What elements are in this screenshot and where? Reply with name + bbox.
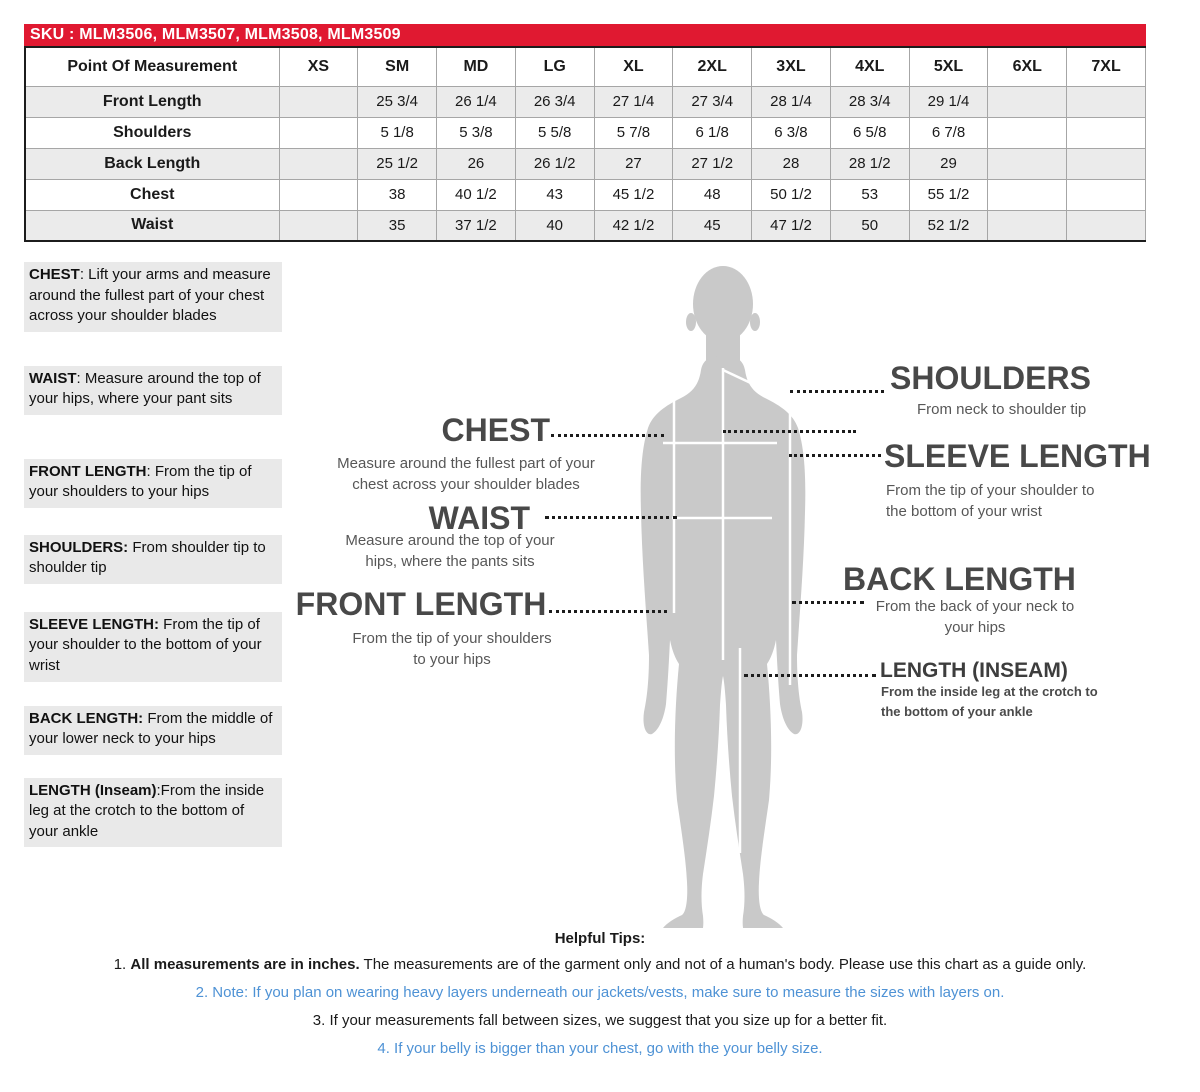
table-cell [279, 148, 358, 179]
table-row-chest [25, 179, 1146, 210]
shoulders-diagram-desc: From neck to shoulder tip [917, 401, 1087, 418]
table-cell: 43 [515, 179, 594, 210]
shoulders-diagram-title: SHOULDERS [890, 360, 1091, 396]
tip-2: 2. Note: If you plan on wearing heavy layers underneath our jackets/vests, make sure to measure the sizes with layers on. [195, 984, 1005, 1001]
chest-diagram-desc: Measure around the fullest part of your chest across your shoulder blades [337, 455, 595, 493]
right-ear-shape [750, 313, 760, 331]
table-cell: 40 1/2 [437, 179, 516, 210]
table-cell: 47 1/2 [752, 210, 831, 241]
table-cell: 6 7/8 [909, 117, 988, 148]
row-label: Front Length [25, 86, 279, 117]
table-cell: 52 1/2 [909, 210, 988, 241]
table-cell: 28 1/2 [830, 148, 909, 179]
table-cell: 45 1/2 [594, 179, 673, 210]
column-header-md: MD [437, 47, 516, 86]
column-header-7xl: 7XL [1067, 47, 1146, 86]
definition-text: : Lift your arms and measure around the fullest part of your chest across your shoulder blades [29, 266, 271, 325]
table-cell: 6 3/8 [752, 117, 831, 148]
table-row-front-length [25, 86, 1146, 117]
table-cell: 29 1/4 [909, 86, 988, 117]
column-header-2xl: 2XL [673, 47, 752, 86]
inseam-diagram-desc: From the inside leg at the crotch to the bottom of your ankle [881, 684, 1098, 719]
table-cell [1067, 117, 1146, 148]
chest-leader-dots [551, 434, 664, 437]
definition-front-length [24, 459, 282, 508]
table-cell: 48 [673, 179, 752, 210]
definition-inseam [24, 778, 282, 848]
tip-1-bold: All measurements are in inches. [130, 956, 360, 973]
table-cell: 26 1/4 [437, 86, 516, 117]
sku-label: SKU : MLM3506, MLM3507, MLM3508, MLM3509 [30, 26, 401, 43]
definition-term: CHEST [29, 266, 80, 283]
back-length-diagram-title: BACK LENGTH [843, 561, 1076, 597]
table-cell [279, 117, 358, 148]
table-cell: 45 [673, 210, 752, 241]
definition-waist [24, 366, 282, 415]
table-cell: 40 [515, 210, 594, 241]
table-cell [279, 210, 358, 241]
table-cell: 5 5/8 [515, 117, 594, 148]
table-cell: 28 1/4 [752, 86, 831, 117]
chest-inner-leader-dots [723, 430, 856, 433]
table-cell: 50 1/2 [752, 179, 831, 210]
column-header-xl: XL [594, 47, 673, 86]
table-cell: 27 [594, 148, 673, 179]
table-cell: 25 3/4 [358, 86, 437, 117]
table-cell: 37 1/2 [437, 210, 516, 241]
column-header-5xl: 5XL [909, 47, 988, 86]
table-cell: 27 3/4 [673, 86, 752, 117]
definition-text: From shoulder tip to shoulder tip [29, 538, 266, 577]
front-length-diagram-desc: From the tip of your shoulders to your hips [352, 630, 552, 668]
table-cell: 55 1/2 [909, 179, 988, 210]
table-cell [1067, 148, 1146, 179]
left-ear-shape [686, 313, 696, 331]
table-cell: 25 1/2 [358, 148, 437, 179]
table-cell: 35 [358, 210, 437, 241]
table-row-back-length [25, 148, 1146, 179]
row-label: Chest [25, 179, 279, 210]
table-cell: 50 [830, 210, 909, 241]
sleeve-length-leader-dots [789, 454, 881, 457]
body-silhouette [637, 260, 809, 928]
table-header-row [25, 47, 1146, 86]
tips-heading: Helpful Tips: [554, 930, 646, 947]
table-cell [988, 117, 1067, 148]
table-cell [279, 179, 358, 210]
table-cell: 26 3/4 [515, 86, 594, 117]
definition-text: From the tip of your shoulder to the bottom of your wrist [29, 615, 262, 675]
sleeve-length-diagram-desc: From the tip of your shoulder to the bottom of your wrist [886, 482, 1095, 520]
definition-term: SHOULDERS: [29, 538, 129, 556]
table-cell [988, 210, 1067, 241]
definition-shoulders [24, 535, 282, 584]
inseam-diagram-title: LENGTH (INSEAM) [880, 659, 1068, 682]
table-cell: 5 7/8 [594, 117, 673, 148]
column-header-lg: LG [515, 47, 594, 86]
tip-1 [0, 956, 1200, 973]
inseam-leader-dots [744, 674, 876, 677]
definition-term: LENGTH (Inseam) [29, 781, 157, 799]
sleeve-length-diagram-title: SLEEVE LENGTH [884, 438, 1151, 474]
definition-text: :From the inside leg at the crotch to the bottom of your ankle [29, 781, 265, 840]
shoulders-leader-dots [790, 390, 884, 393]
table-cell: 42 1/2 [594, 210, 673, 241]
definition-term: SLEEVE LENGTH: [29, 615, 160, 633]
definition-sleeve-length [24, 612, 282, 682]
definition-text: : Measure around the top of your hips, where your pant sits [29, 369, 261, 408]
definition-back-length [24, 706, 282, 755]
waist-diagram-title: WAIST [428, 500, 530, 536]
table-cell [1067, 210, 1146, 241]
measurement-definitions [24, 262, 282, 847]
helpful-tips-section [0, 930, 1200, 1068]
size-table-container [24, 46, 1146, 242]
column-header-4xl: 4XL [830, 47, 909, 86]
definition-term: BACK LENGTH: [29, 709, 144, 727]
table-cell: 6 1/8 [673, 117, 752, 148]
table-cell [988, 148, 1067, 179]
table-cell: 27 1/2 [673, 148, 752, 179]
definition-chest [24, 262, 282, 332]
table-row-waist [25, 210, 1146, 241]
waist-leader-dots [545, 516, 677, 519]
row-label: Shoulders [25, 117, 279, 148]
back-length-leader-dots [792, 601, 864, 604]
waist-diagram-desc: Measure around the top of your hips, where the pants sits [345, 532, 555, 570]
table-row-shoulders [25, 117, 1146, 148]
column-header-measurement: Point Of Measurement [25, 47, 279, 86]
column-header-3xl: 3XL [752, 47, 831, 86]
table-cell [988, 86, 1067, 117]
table-cell [988, 179, 1067, 210]
table-cell: 28 3/4 [830, 86, 909, 117]
column-header-6xl: 6XL [988, 47, 1067, 86]
sku-header-bar [24, 24, 1146, 46]
table-cell: 53 [830, 179, 909, 210]
definition-text: From the middle of your lower neck to your hips [29, 709, 273, 748]
tip-1-text: The measurements are of the garment only and not of a human's body. Please use this chart as a guide only. [359, 956, 1087, 973]
size-chart-table [24, 46, 1146, 242]
table-cell [1067, 86, 1146, 117]
table-cell: 29 [909, 148, 988, 179]
column-header-sm: SM [358, 47, 437, 86]
table-cell: 38 [358, 179, 437, 210]
definition-term: FRONT LENGTH [29, 462, 147, 480]
definition-term: WAIST [29, 369, 77, 387]
definition-text: : From the tip of your shoulders to your hips [29, 462, 252, 501]
table-cell: 28 [752, 148, 831, 179]
front-length-diagram-title: FRONT LENGTH [295, 586, 547, 622]
tip-4: 4. If your belly is bigger than your chest, go with the your belly size. [377, 1040, 823, 1057]
chest-diagram-title: CHEST [441, 412, 550, 448]
table-cell: 5 3/8 [437, 117, 516, 148]
row-label: Back Length [25, 148, 279, 179]
tip-3: 3. If your measurements fall between sizes, we suggest that you size up for a better fit. [312, 1012, 888, 1029]
back-length-diagram-desc: From the back of your neck to your hips [875, 598, 1075, 636]
table-cell: 27 1/4 [594, 86, 673, 117]
table-cell [279, 86, 358, 117]
table-cell: 5 1/8 [358, 117, 437, 148]
table-cell [1067, 179, 1146, 210]
row-label: Waist [25, 210, 279, 241]
table-cell: 26 [437, 148, 516, 179]
front-length-leader-dots [549, 610, 667, 613]
table-cell: 26 1/2 [515, 148, 594, 179]
tip-1-number: 1. [113, 956, 127, 973]
column-header-xs: XS [279, 47, 358, 86]
table-cell: 6 5/8 [830, 117, 909, 148]
